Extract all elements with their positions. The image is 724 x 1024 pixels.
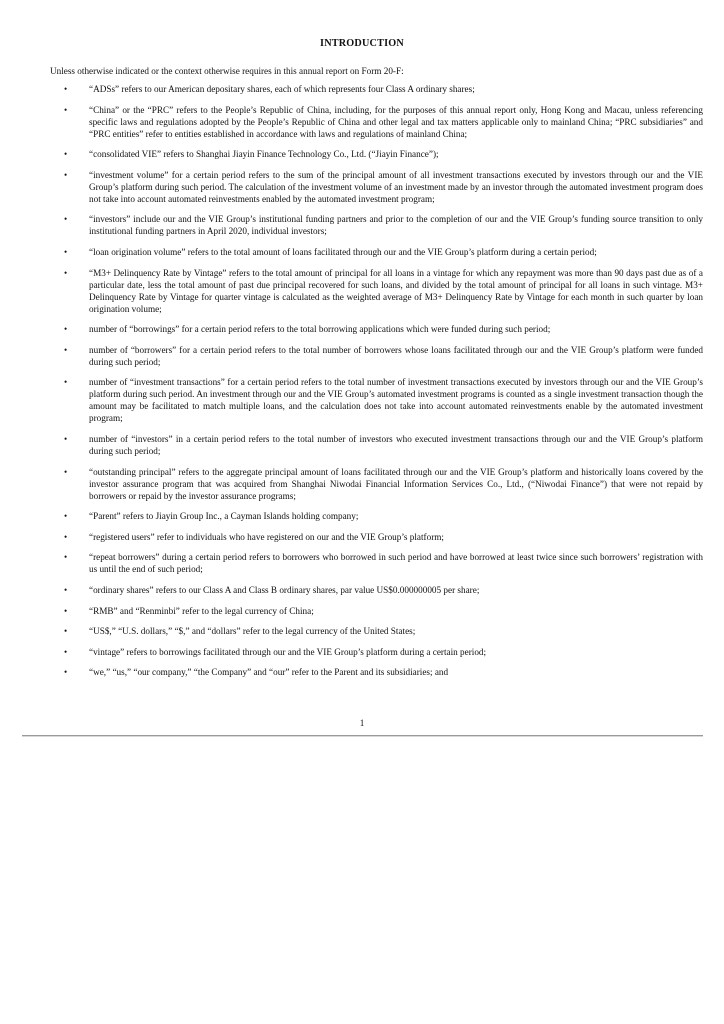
bullet-icon: • (64, 552, 68, 563)
page-divider (22, 735, 703, 736)
definition-text: “RMB” and “Renminbi” refer to the legal currency of China; (89, 605, 314, 616)
bullet-icon: • (64, 433, 68, 444)
bullet-icon: • (64, 377, 68, 388)
bullet-icon: • (64, 626, 68, 637)
page-title: INTRODUCTION (320, 38, 404, 49)
definition-text: “M3+ Delinquency Rate by Vintage” refers to the total amount of principal for all loans in a vintage for which any repayment was more than 90 days past due as of a particular date, less the total amount of past due principal recovered for such loans, and divided by the total amount of principal for all loans in such vintage. M3+ Delinquency Rate by Vintage for quarter vintage is calculated as the weighted average of M3+ Delinquency Rate by Vintage for each month in such quarter by loan origination volume; (89, 267, 703, 314)
definition-item-china (0, 104, 703, 140)
definition-text: “China” or the “PRC” refers to the People’s Republic of China, including, for the purposes of this annual report only, Hong Kong and Macau, unless referencing specific laws and regulations adopted by the People’s Republic of China and other legal and tax matters applicable only to mainland China; “PRC subsidiaries” and “PRC entities” refer to entities established in accordance with laws and regulations of mainland China; (89, 104, 703, 139)
definition-item-consolidated-vie (0, 148, 703, 160)
bullet-icon: • (64, 511, 68, 522)
definition-item-number-of-investors (0, 433, 703, 457)
definition-text: number of “investors” in a certain period refers to the total number of investors who executed investment transactions through our and the VIE Group’s platform during such period; (89, 433, 703, 456)
definition-text: “consolidated VIE” refers to Shanghai Jiayin Finance Technology Co., Ltd. (“Jiayin Finance”); (89, 149, 439, 160)
definition-text: number of “borrowings” for a certain period refers to the total borrowing applications which were funded during such period; (89, 324, 551, 335)
definition-text: “loan origination volume” refers to the total amount of loans facilitated through our and the VIE Group’s platform during a certain period; (89, 246, 597, 257)
bullet-icon: • (64, 169, 68, 180)
definition-text: “Parent” refers to Jiayin Group Inc., a Cayman Islands holding company; (89, 511, 359, 522)
definition-text: number of “investment transactions” for a certain period refers to the total number of investment transactions executed by investors through our and the VIE Group’s platform during such period. An investment through our and the VIE Group’s automated investment programs is counted as a single investment transaction though the amount may be facilitated to match multiple loans, and the calculation does not take into account automated reinvestments enable by the automated investment program; (89, 377, 703, 424)
definition-item-investment-transactions (0, 376, 703, 424)
definition-item-ads (0, 83, 703, 95)
definition-item-investors (0, 213, 703, 237)
definition-item-investment-volume (0, 169, 703, 205)
bullet-icon: • (64, 267, 68, 278)
bullet-icon: • (64, 584, 68, 595)
definition-item-registered-users (0, 531, 703, 543)
bullet-icon: • (64, 667, 68, 678)
definition-item-loan-origination-volume (0, 246, 703, 258)
definition-item-parent (0, 510, 703, 522)
intro-paragraph: Unless otherwise indicated or the context otherwise requires in this annual report on Form 20-F: (50, 66, 404, 76)
definition-text: “investors” include our and the VIE Group’s institutional funding partners and prior to the completion of our and the VIE Group’s funding source transition to only institutional funding partners in April 2020, individual investors; (89, 214, 703, 237)
bullet-icon: • (64, 344, 68, 355)
bullet-icon: • (64, 214, 68, 225)
bullet-icon: • (64, 531, 68, 542)
definition-text: “we,” “us,” “our company,” “the Company” and “our” refer to the Parent and its subsidiaries; and (89, 667, 449, 678)
definitions-list (0, 83, 724, 687)
bullet-icon: • (64, 104, 68, 115)
bullet-icon: • (64, 324, 68, 335)
definition-text: “repeat borrowers” during a certain period refers to borrowers who borrowed in such period and have borrowed at least twice since such borrowers’ registration with us until the end of such period; (89, 552, 703, 575)
definition-item-borrowers (0, 344, 703, 368)
definition-text: number of “borrowers” for a certain period refers to the total number of borrowers whose loans facilitated through our and the VIE Group’s platform were funded during such period; (89, 344, 703, 367)
definition-item-ordinary-shares (0, 584, 703, 596)
bullet-icon: • (64, 149, 68, 160)
definition-text: “US$,” “U.S. dollars,” “$,” and “dollars” refer to the legal currency of the United States; (89, 626, 416, 637)
bullet-icon: • (64, 605, 68, 616)
definition-text: “outstanding principal” refers to the aggregate principal amount of loans facilitated through our and the VIE Group’s platform and historically loans covered by the investor assurance program that was acquired from Shanghai Niwodai Financial Information Services Co., Ltd., (“Niwodai Finance”) that were not repaid by borrowers or repaid by the investor assurance programs; (89, 466, 703, 501)
definition-text: “ordinary shares” refers to our Class A and Class B ordinary shares, par value US$0.000000005 per share; (89, 584, 480, 595)
definition-item-repeat-borrowers (0, 551, 703, 575)
bullet-icon: • (64, 84, 68, 94)
definition-item-we-us-our (0, 666, 703, 678)
definition-text: “vintage” refers to borrowings facilitated through our and the VIE Group’s platform during a certain period; (89, 646, 487, 657)
definition-text: “ADSs” refers to our American depositary shares, each of which represents four Class A ordinary shares; (89, 84, 475, 94)
definition-item-m3-delinquency-rate (0, 267, 703, 315)
definition-text: “investment volume” for a certain period refers to the sum of the principal amount of all investment transactions executed by investors through our and the VIE Group’s platform during such period. The calculation of the investment volume of an investment made by an investor through the automated investment program does not take into account automated reinvestments enabled by the automated investment program; (89, 169, 703, 204)
definition-item-vintage (0, 646, 703, 658)
bullet-icon: • (64, 246, 68, 257)
definition-item-outstanding-principal (0, 466, 703, 502)
definition-item-borrowings (0, 323, 703, 335)
definition-item-us-dollars (0, 625, 703, 637)
bullet-icon: • (64, 646, 68, 657)
page-number: 1 (359, 718, 365, 728)
definition-item-rmb (0, 605, 703, 617)
bullet-icon: • (64, 466, 68, 477)
definition-text: “registered users” refer to individuals who have registered on our and the VIE Group’s platform; (89, 531, 444, 542)
